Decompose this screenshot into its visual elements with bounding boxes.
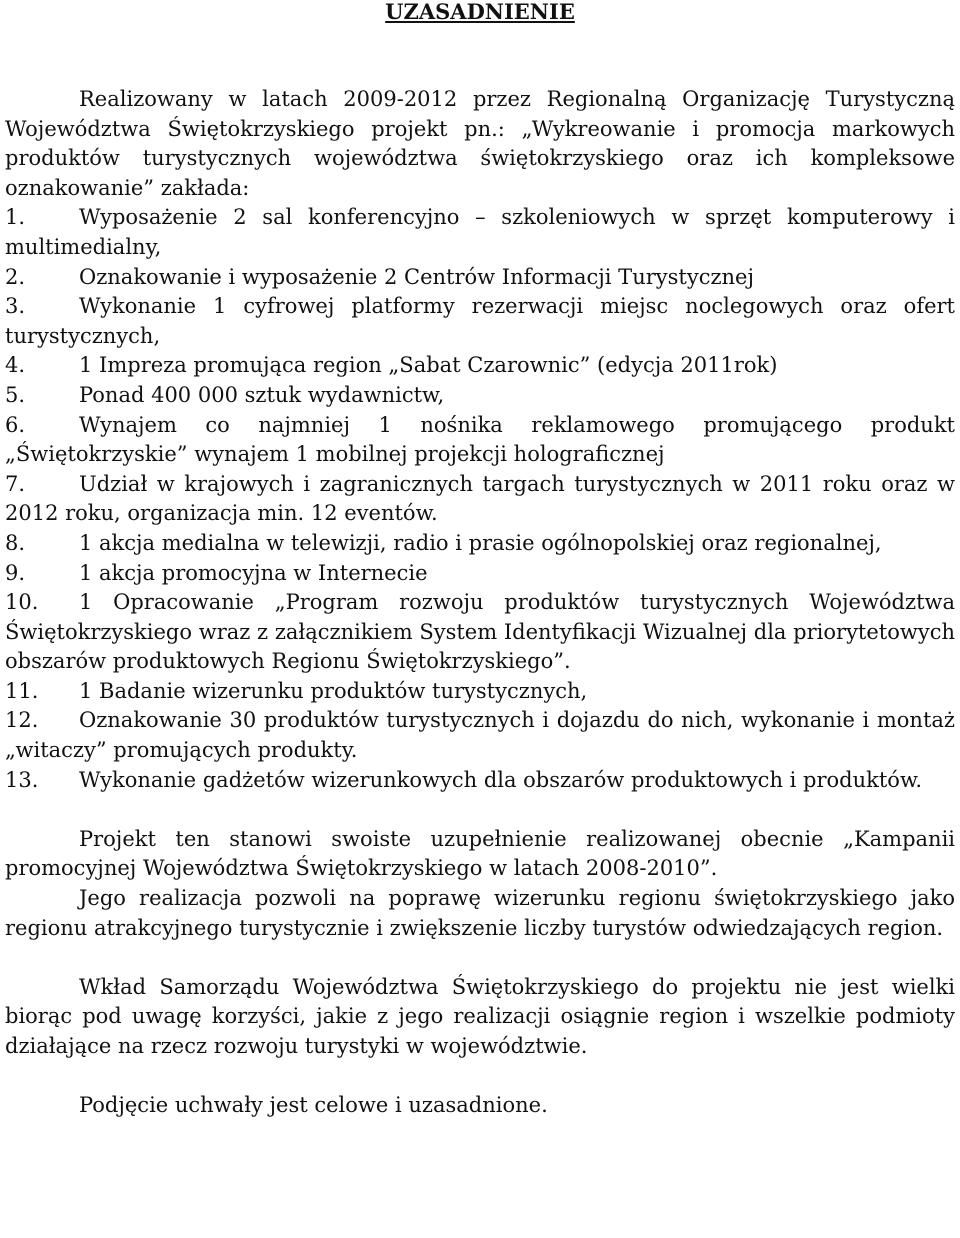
list-item-text: 1 akcja promocyjna w Internecie [79,560,428,585]
list-item-text: Oznakowanie 30 produktów turystycznych i dojazdu do nich, wykonanie i montaż „witaczy” promujących produkty. [5,708,955,763]
list-item [5,470,955,529]
paragraph-gap [5,1062,955,1092]
list-item-text: Wykonanie gadżetów wizerunkowych dla obszarów produktowych i produktów. [79,767,923,792]
list-item-text: 1 Badanie wizerunku produktów turystycznych, [79,678,588,703]
document-title: UZASADNIENIE [385,0,575,24]
list-item-text: Oznakowanie i wyposażenie 2 Centrów Informacji Turystycznej [79,264,754,289]
list-item-number: 2. [5,264,26,289]
list-item-text: 1 Opracowanie „Program rozwoju produktów turystycznych Województwa Świętokrzyskiego wraz z załącznikiem System Identyfikacji Wizualnej dla priorytetowych obszarów produktowych Regionu Świętokrzyskiego”. [5,590,955,674]
goal-paragraph: Jego realizacja pozwoli na poprawę wizerunku regionu świętokrzyskiego jako regionu atrakcyjnego turystycznie i zwiększenie liczby turystów odwiedzających region. [5,886,955,940]
paragraph-gap [5,943,955,973]
list-item-text: Udział w krajowych i zagranicznych targach turystycznych w 2011 roku oraz w 2012 roku, organizacja min. 12 eventów. [5,471,955,526]
list-item-number: 6. [5,412,26,437]
list-item-number: 7. [5,471,26,496]
intro-paragraph: Realizowany w latach 2009-2012 przez Regionalną Organizację Turystyczną Województwa Świętokrzyskiego projekt pn.: „Wykreowanie i promocja markowych produktów turystycznych województwa świętokrzyskiego oraz ich kompleksowe oznakowanie” zakłada: [5,87,955,200]
list-item-number: 3. [5,294,26,319]
list-item-number: 13. [5,767,39,792]
list-item [5,203,955,262]
list-item-text: Wyposażenie 2 sal konferencyjno – szkoleniowych w sprzęt komputerowy i multimedialny, [5,205,955,259]
list-item [5,411,955,470]
list-item [5,677,955,707]
list-item-number: 1. [5,205,26,230]
list-item-text: 1 akcja medialna w telewizji, radio i prasie ogólnopolskiej oraz regionalnej, [79,530,882,555]
document-page [5,0,955,1121]
list-item [5,766,955,796]
list-item-text: Ponad 400 000 sztuk wydawnictw, [79,382,445,407]
list-item-number: 10. [5,590,39,615]
list-item-number: 12. [5,708,39,733]
list-item [5,381,955,411]
list-item-number: 4. [5,353,26,378]
list-item-text: 1 Impreza promująca region „Sabat Czarownic” (edycja 2011rok) [79,353,778,378]
list-item-text: Wykonanie 1 cyfrowej platformy rezerwacji miejsc noclegowych oraz ofert turystycznych, [5,294,955,348]
complement-paragraph: Projekt ten stanowi swoiste uzupełnienie realizowanej obecnie „Kampanii promocyjnej Województwa Świętokrzyskiego w latach 2008-2010”. [5,826,955,881]
conclusion-paragraph: Podjęcie uchwały jest celowe i uzasadnione. [79,1093,548,1118]
list-item [5,351,955,381]
project-items-list [5,203,955,795]
list-item [5,588,955,677]
list-item [5,529,955,559]
list-item-number: 8. [5,530,26,555]
list-item-number: 5. [5,382,26,407]
list-item-number: 9. [5,560,26,585]
list-item [5,263,955,293]
list-item [5,292,955,351]
list-item [5,559,955,589]
paragraph-gap [5,795,955,825]
list-item-number: 11. [5,678,39,703]
list-item-text: Wynajem co najmniej 1 nośnika reklamowego promującego produkt „Świętokrzyskie” wynajem 1 mobilnej projekcji holograficznej [5,412,955,467]
contribution-paragraph: Wkład Samorządu Województwa Świętokrzyskiego do projektu nie jest wielki biorąc pod uwagę korzyści, jakie z jego realizacji osiągnie region i wszelkie podmioty działające na rzecz rozwoju turystyki w województwie. [5,974,955,1058]
list-item [5,706,955,765]
